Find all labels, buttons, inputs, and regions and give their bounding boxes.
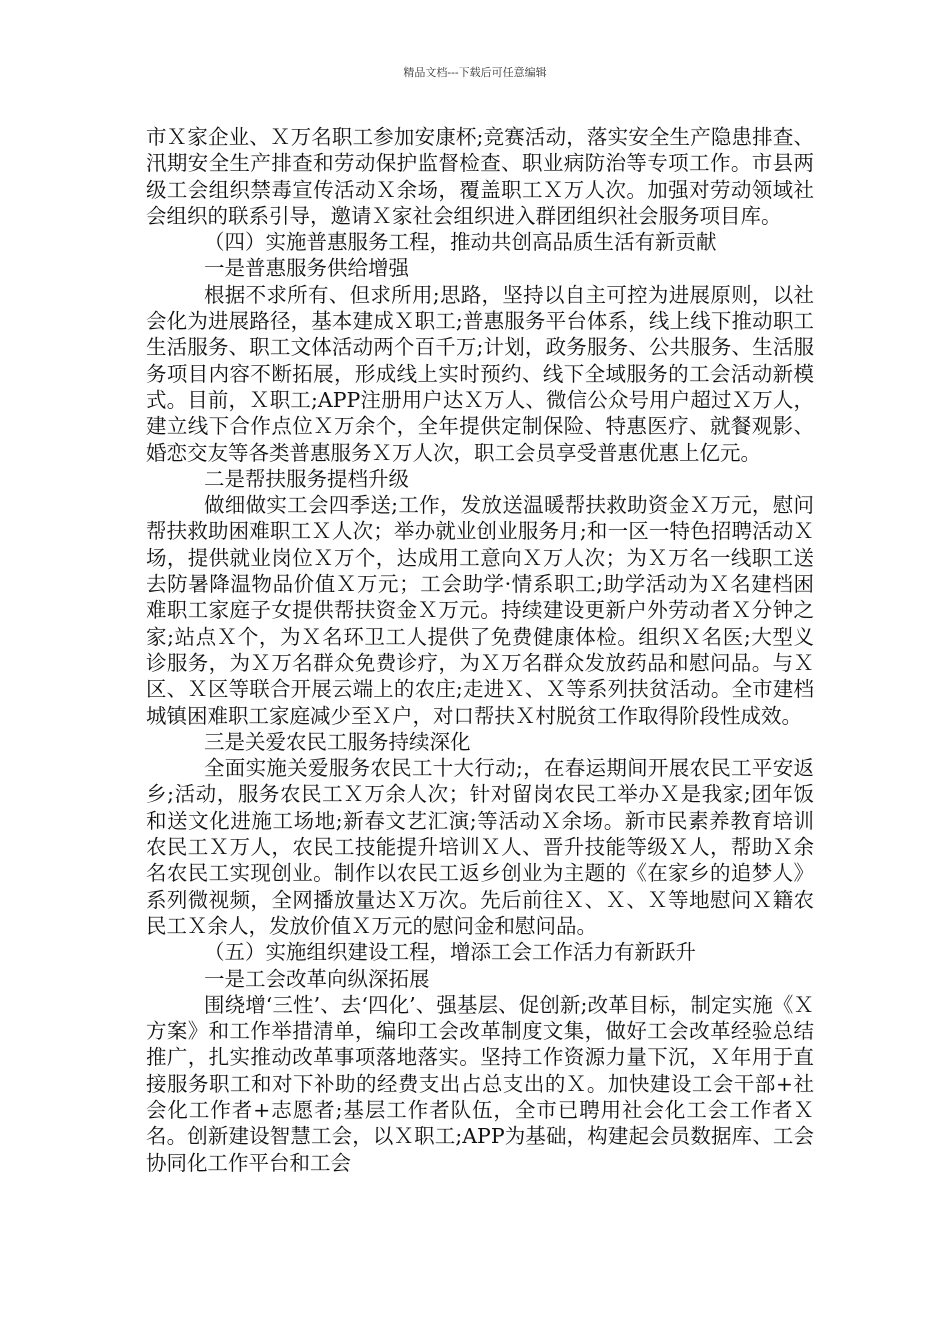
paragraph: 全面实施关爱服务农民工十大行动;，在春运期间开展农民工平安返乡;活动，服务农民工Ｘ万余人次；针对留岗农民工举办Ｘ是我家;团年饭和送文化进施工场地;新春文艺汇演;等活动Ｘ余场。新市民素养教育培训农民工Ｘ万人，农民工技能提升培训Ｘ人、晋升技能等级Ｘ人，帮助Ｘ余名农民工实现创业。制作以农民工返乡创业为主题的《在家乡的追梦人》系列微视频，全网播放量达Ｘ万次。先后前往Ｘ、Ｘ、Ｘ等地慰问Ｘ籍农民工Ｘ余人，发放价值Ｘ万元的慰问金和慰问品。 [146, 756, 814, 938]
paragraph-continued: 市Ｘ家企业、Ｘ万名职工参加安康杯;竞赛活动，落实安全生产隐患排查、汛期安全生产排查和劳动保护监督检查、职业病防治等专项工作。市县两级工会组织禁毒宣传活动Ｘ余场，覆盖职工Ｘ万人次。加强对劳动领域社会组织的联系引导，邀请Ｘ家社会组织进入群团组织社会服务项目库。 [146, 125, 814, 228]
section-heading-five: （五）实施组织建设工程，增添工会工作活力有新跃升 [204, 940, 696, 965]
paragraph: 根据不求所有、但求所用;思路，坚持以自主可控为进展原则，以社会化为进展路径，基本建成Ｘ职工;普惠服务平台体系，线上线下推动职工生活服务、职工文体活动两个百千万;计划，政务服务、公共服务、生活服务项目内容不断拓展，形成线上实时预约、线下全域服务的工会活动新模式。目前，Ｘ职工;APP注册用户达Ｘ万人、微信公众号用户超过Ｘ万人，建立线下合作点位Ｘ万余个，全年提供定制保险、特惠医疗、就餐观影、婚恋交友等各类普惠服务Ｘ万人次，职工会员享受普惠优惠上亿元。 [146, 282, 814, 465]
subheading-three: 三是关爱农民工服务持续深化 [204, 729, 471, 754]
subheading-one-b: 一是工会改革向纵深拓展 [204, 966, 430, 991]
paragraph: 围绕增‘三性’、去‘四化’、强基层、促创新;改革目标，制定实施《Ｘ方案》和工作举措清单，编印工会改革制度文集，做好工会改革经验总结推广，扎实推动改革事项落地落实。坚持工作资源力量下沉，Ｘ年用于直接服务职工和对下补助的经费支出占总支出的Ｘ。加快建设工会干部+社会化工作者+志愿者;基层工作者队伍，全市已聘用社会化工会工作者Ｘ名。创新建设智慧工会，以Ｘ职工;APP为基础，构建起会员数据库、工会协同化工作平台和工会 [146, 992, 814, 1175]
document-body [146, 124, 814, 1176]
section-heading-four: （四）实施普惠服务工程，推动共创高品质生活有新贡献 [204, 230, 717, 255]
subheading-two: 二是帮扶服务提档升级 [204, 466, 409, 491]
paragraph: 做细做实工会四季送;工作，发放送温暖帮扶救助资金Ｘ万元，慰问帮扶救助困难职工Ｘ人次；举办就业创业服务月;和一区一特色招聘活动Ｘ场，提供就业岗位Ｘ万个，达成用工意向Ｘ万人次；为Ｘ万名一线职工送去防暑降温物品价值Ｘ万元；工会助学·情系职工;助学活动为Ｘ名建档困难职工家庭子女提供帮扶资金Ｘ万元。持续建设更新户外劳动者Ｘ分钟之家;站点Ｘ个，为Ｘ名环卫工人提供了免费健康体检。组织Ｘ名医;大型义诊服务，为Ｘ万名群众免费诊疗，为Ｘ万名群众发放药品和慰问品。与Ｘ区、Ｘ区等联合开展云端上的农庄;走进Ｘ、Ｘ等系列扶贫活动。全市建档城镇困难职工家庭减少至Ｘ户，对口帮扶Ｘ村脱贫工作取得阶段性成效。 [146, 493, 814, 728]
subheading-one: 一是普惠服务供给增强 [204, 256, 409, 281]
page-header: 精品文档---下载后可任意编辑 [403, 66, 547, 79]
